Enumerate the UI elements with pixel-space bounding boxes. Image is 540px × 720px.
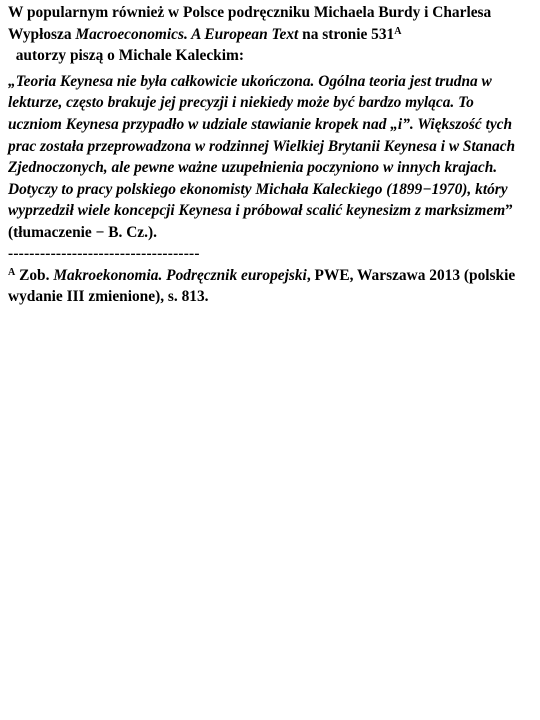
- footnote-marker: A: [8, 266, 16, 278]
- footnote-paragraph: [8, 265, 530, 308]
- book-title: Macroeconomics. A European Text: [75, 25, 299, 43]
- footnote-divider: ------------------------------------: [8, 245, 200, 262]
- quote-closing: ” (tłumaczenie − B. Cz.).: [8, 202, 513, 241]
- quote-text: „Teoria Keynesa nie była całkowicie ukończona. Ogólna teoria jest trudna w lekturze, często brakuje jej precyzji i niekiedy może być bardzo myląca. To uczniom Keynesa przypadło w udziale stawianie kropek nad „i”. Większość tych prac została przeprowadzona w rodzinnej Wielkiej Brytanii Keynesa i w Stanach Zjednoczonych, ale pewne ważne uzupełnienia poczyniono w innych krajach. Dotyczy to pracy polskiego ekonomisty Michała Kaleckiego (1899−1970), który wyprzedził wiele koncepcji Keynesa i próbował scalić keynesizm z marksizmem: [8, 72, 516, 220]
- intro-paragraph: [8, 0, 530, 67]
- footnote-title: Makroekonomia. Podręcznik europejski: [53, 266, 307, 284]
- intro-text-2: na stronie 531: [298, 25, 395, 43]
- footnote-text-1: Zob.: [15, 266, 54, 284]
- footnote-text-2: , PWE, Warszawa 2013 (polskie wydanie III zmienione), s. 813.: [8, 266, 516, 306]
- quote-paragraph: [8, 71, 530, 244]
- intro-text-3: autorzy piszą o Michale Kaleckim:: [8, 47, 244, 65]
- document-page: [8, 0, 530, 308]
- intro-text-1: W popularnym również w Polsce podręczniku Michaela Burdy i Charlesa Wypłosza: [8, 4, 492, 43]
- footnote-reference: A: [394, 25, 402, 37]
